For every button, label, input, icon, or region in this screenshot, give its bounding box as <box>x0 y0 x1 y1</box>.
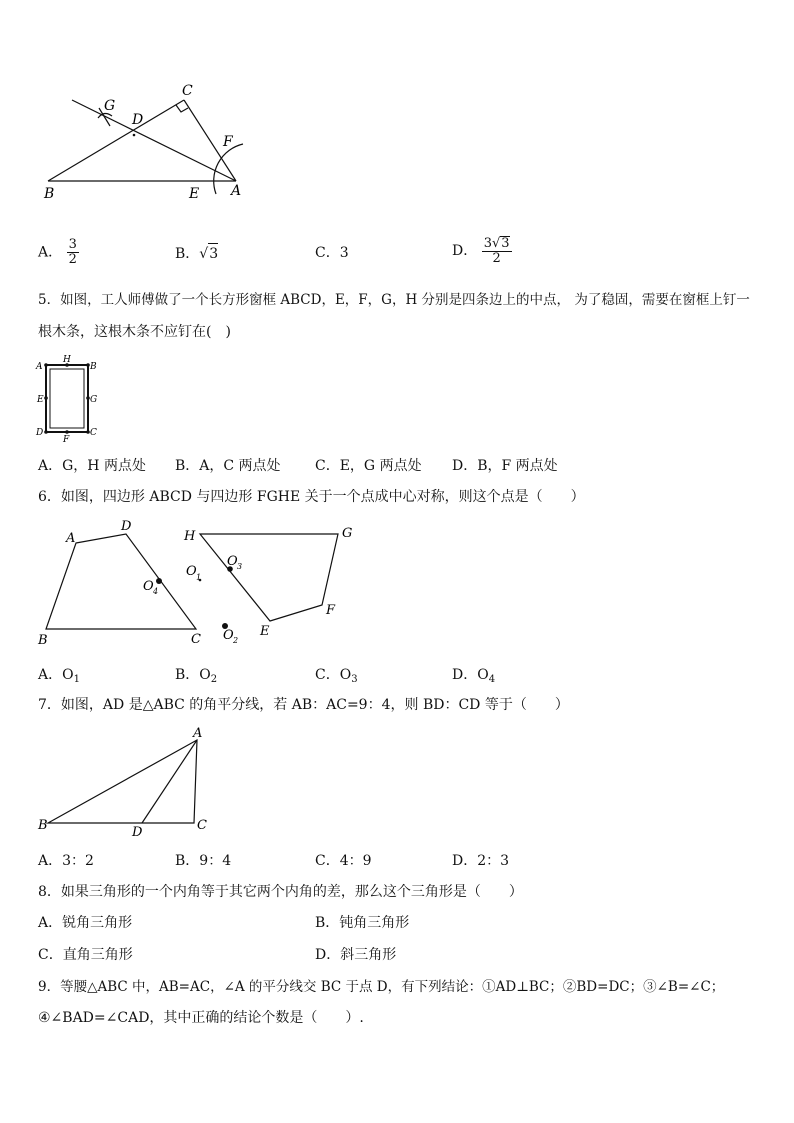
q4-option-d: D． $\frac{3√3}{2}$ <box>452 236 510 266</box>
svg-text:A: A <box>193 726 203 741</box>
svg-text:E: E <box>260 624 270 639</box>
svg-text:4: 4 <box>153 587 159 596</box>
q6-text: 6．如图，四边形 ABCD 与四边形 FGHE 关于一个点成中心对称，则这个点是（ ） <box>38 489 585 505</box>
label-d: D <box>132 112 144 128</box>
svg-text:H: H <box>184 529 196 544</box>
label-a: A <box>231 183 242 199</box>
sqrt-symbol: √ <box>199 246 209 262</box>
svg-text:1: 1 <box>196 573 202 582</box>
svg-text:D: D <box>36 428 44 438</box>
q8-option-a: A．锐角三角形 <box>38 915 133 931</box>
svg-text:O: O <box>223 628 234 643</box>
svg-text:F: F <box>63 435 70 445</box>
svg-text:C: C <box>90 428 97 438</box>
q8-option-c: C．直角三角形 <box>38 947 133 963</box>
right-angle-mark <box>176 105 188 112</box>
q4-option-c: C．3 <box>315 245 349 261</box>
point-d <box>133 134 136 137</box>
q7-option-a: A．3：2 <box>38 853 94 869</box>
q5-option-a: A．G，H 两点处 <box>38 458 146 474</box>
fraction: $\frac{3}{2}$ <box>68 237 77 267</box>
svg-text:E: E <box>37 395 44 405</box>
q5-figure <box>34 355 104 445</box>
q4-option-a: A． $\frac{3}{2}$ <box>38 237 77 267</box>
svg-text:C: C <box>197 818 207 833</box>
segment-bc <box>48 100 184 181</box>
svg-text:C: C <box>191 632 201 647</box>
inner-frame <box>50 369 84 428</box>
q7-option-b: B．9：4 <box>175 853 232 869</box>
svg-text:G: G <box>342 526 353 541</box>
svg-text:B: B <box>38 633 48 648</box>
q5-text-line1: 5．如图，工人师傅做了一个长方形窗框 ABCD，E，F，G，H 分别是四条边上的中点， 为了稳固，需要在窗框上钉一 <box>38 292 750 308</box>
segment-ag <box>72 100 236 181</box>
q8-text: 8．如果三角形的一个内角等于其它两个内角的差，那么这个三角形是（ ） <box>38 884 523 900</box>
quad-hgfe <box>200 534 338 621</box>
q5-text-line2: 根木条，这根木条不应钉在( ) <box>38 324 231 340</box>
svg-text:O: O <box>186 564 197 579</box>
svg-text:3: 3 <box>237 562 243 571</box>
q5-option-b: B．A，C 两点处 <box>175 458 281 474</box>
outer-frame <box>46 365 88 432</box>
svg-text:2: 2 <box>233 636 239 645</box>
q7-option-c: C．4：9 <box>315 853 372 869</box>
q9-text-line1: 9．等腰△ABC 中，AB=AC，∠A 的平分线交 BC 于点 D，有下列结论：①AD⊥BC；②BD=DC；③∠B=∠C； <box>38 979 725 995</box>
q7-figure <box>34 725 224 840</box>
q8-option-d: D．斜三角形 <box>315 947 397 963</box>
svg-text:H: H <box>63 355 71 365</box>
q6-option-c: C．$O_3$ <box>315 667 358 685</box>
svg-text:G: G <box>90 395 98 405</box>
fraction: $\frac{3√3}{2}$ <box>483 236 510 266</box>
q7-text: 7．如图，AD 是△ABC 的角平分线，若 AB：AC=9：4，则 BD：CD 等于（ ） <box>38 697 569 713</box>
q7-option-d: D．2：3 <box>452 853 510 869</box>
svg-text:A: A <box>66 531 76 546</box>
triangle-abc <box>48 740 197 823</box>
label-e: E <box>189 186 200 202</box>
q6-option-a: A．$O_1$ <box>38 667 80 685</box>
q6-figure <box>34 515 364 650</box>
svg-text:D: D <box>121 519 132 534</box>
q5-option-d: D．B，F 两点处 <box>452 458 558 474</box>
svg-text:A: A <box>36 362 43 372</box>
q9-text-line2: ④∠BAD=∠CAD，其中正确的结论个数是（ ）. <box>38 1010 364 1026</box>
point-o4 <box>156 578 162 584</box>
quad-abcd <box>46 534 196 629</box>
label-b: B <box>44 186 55 202</box>
svg-text:D: D <box>132 825 143 840</box>
svg-text:O: O <box>143 579 154 594</box>
q5-option-c: C．E，G 两点处 <box>315 458 422 474</box>
q6-option-b: B．$O_2$ <box>175 667 218 685</box>
q4-option-b: B．√3 <box>175 243 218 264</box>
q6-option-d: D．$O_4$ <box>452 667 496 685</box>
svg-text:F: F <box>326 603 336 618</box>
q4-figure <box>38 80 268 205</box>
svg-text:B: B <box>90 362 97 372</box>
svg-text:B: B <box>38 818 48 833</box>
label-c: C <box>182 83 193 99</box>
label-f: F <box>223 134 233 150</box>
segment-ad <box>142 740 197 823</box>
svg-text:O: O <box>227 554 238 569</box>
label-g: G <box>104 98 116 114</box>
q8-option-b: B．钝角三角形 <box>315 915 410 931</box>
